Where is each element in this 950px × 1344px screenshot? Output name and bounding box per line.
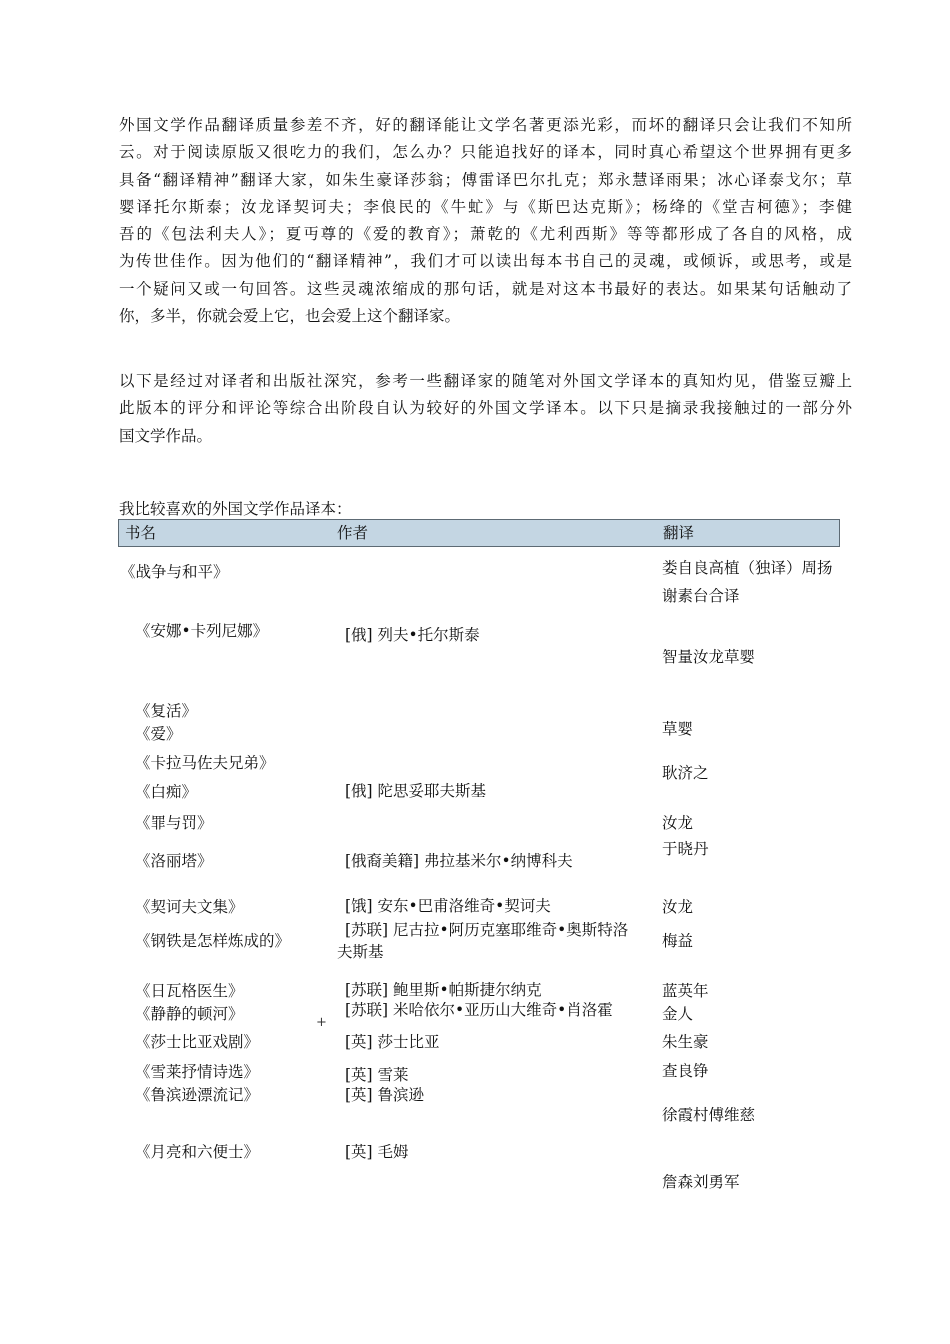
book-author: [英] 雪莱: [345, 1066, 409, 1084]
book-author: [英] 毛姆: [345, 1143, 409, 1161]
book-author: [苏联] 米哈依尔•亚历山大维奇•肖洛霍: [345, 1001, 613, 1019]
book-translator: 于晓丹: [662, 840, 709, 858]
book-translator: 蓝英年: [662, 982, 709, 1000]
book-author: [饿] 安东•巴甫洛维奇•契诃夫: [345, 897, 551, 915]
intro-line: 你，多半，你就会爱上它，也会爱上这个翻译家。: [119, 307, 461, 326]
book-translator: 金人: [662, 1005, 694, 1023]
book-title: 《安娜•卡列尼娜》: [135, 622, 269, 640]
book-translator: 草婴: [662, 720, 694, 738]
book-title: 《契诃夫文集》: [135, 898, 244, 916]
book-translator: 徐霞村傅维慈: [662, 1106, 756, 1124]
book-title: 《莎士比亚戏剧》: [135, 1033, 260, 1051]
intro-line: 具备“翻译精神”翻译大家，如朱生豪译莎翁；傅雷译巴尔扎克；郑永慧译雨果；冰心译泰戈尔；草: [119, 170, 852, 189]
intro-paragraph: [119, 112, 852, 330]
book-title: 《日瓦格医生》: [135, 982, 244, 1000]
intro-line: 婴译托尔斯泰；汝龙译契诃夫；李俍民的《牛虻》与《斯巴达克斯》；杨绛的《堂吉柯德》；李健: [119, 197, 852, 216]
book-title: 《复活》: [135, 702, 198, 720]
stray-mark: +: [316, 1015, 327, 1030]
book-title: 《罪与罚》: [135, 814, 213, 832]
book-title: 《洛丽塔》: [135, 852, 213, 870]
book-title: 《卡拉马佐夫兄弟》: [135, 754, 275, 772]
book-author: [俄] 列夫•托尔斯泰: [345, 626, 480, 644]
intro-line: 一个疑问又或一句回答。这些灵魂浓缩成的那句话，就是对这本书最好的表达。如果某句话触动了: [119, 279, 852, 298]
book-title: 《爱》: [135, 725, 182, 743]
intro-line: 为传世佳作。因为他们的“翻译精神”，我们才可以读出每本书自己的灵魂，或倾诉，或思考，或是: [119, 252, 852, 271]
book-translator: 智量汝龙草婴: [662, 648, 756, 666]
intro-line: 吾的《包法利夫人》；夏丏尊的《爱的教育》；萧乾的《尤利西斯》等等都形成了各自的风格，成: [119, 225, 852, 244]
intro-line: 云。对于阅读原版又很吃力的我们，怎么办？只能追找好的译本，同时真心希望这个世界拥有更多: [119, 143, 852, 162]
book-translator: 汝龙: [662, 898, 694, 916]
book-author: [俄裔美籍] 弗拉基米尔•纳博科夫: [345, 852, 573, 870]
book-title: 《月亮和六便士》: [135, 1143, 260, 1161]
book-author: [英] 鲁滨逊: [345, 1086, 425, 1104]
note-line: 以下是经过对译者和出版社深究，参考一些翻译家的随笔对外国文学译本的真知灼见，借鉴豆瓣上: [119, 372, 852, 390]
book-title: 《钢铁是怎样炼成的》: [135, 932, 291, 950]
book-author: [俄] 陀思妥耶夫斯基: [345, 782, 487, 800]
book-translator: 娄自良高植（独译）周扬谢素台合译: [662, 559, 833, 605]
column-header-translator: 翻译: [663, 524, 695, 542]
book-author: [英] 莎士比亚: [345, 1033, 440, 1051]
note-paragraph: [119, 368, 852, 450]
book-translator: 汝龙: [662, 814, 694, 832]
note-line: 国文学作品。: [119, 426, 213, 445]
book-translator: 查良铮: [662, 1062, 709, 1080]
note-line: 此版本的评分和评论等综合出阶段自认为较好的外国文学译本。以下只是摘录我接触过的一部分外: [119, 399, 852, 418]
book-title: 《白痴》: [135, 783, 198, 801]
book-translator: 朱生豪: [662, 1033, 709, 1051]
table-caption: 我比较喜欢的外国文学作品译本：: [119, 500, 352, 518]
book-author: [苏联] 尼古拉•阿历克塞耶维奇•奥斯特洛夫斯基: [337, 921, 629, 961]
column-header-book: 书名: [125, 524, 157, 542]
column-header-author: 作者: [337, 524, 369, 542]
table-header: [118, 519, 840, 547]
book-title: 《鲁滨逊漂流记》: [135, 1086, 260, 1104]
book-translator: 耿济之: [662, 764, 709, 782]
book-title: 《雪莱抒情诗选》: [135, 1063, 260, 1081]
book-translator: 詹森刘勇军: [662, 1173, 740, 1191]
book-author: [苏联] 鲍里斯•帕斯捷尔纳克: [345, 981, 542, 999]
book-translator: 梅益: [662, 932, 694, 950]
book-title: 《静静的顿河》: [135, 1005, 244, 1023]
intro-line: 外国文学作品翻译质量参差不齐，好的翻译能让文学名著更添光彩，而坏的翻译只会让我们不知所: [119, 116, 852, 134]
book-title: 《战争与和平》: [120, 563, 229, 581]
